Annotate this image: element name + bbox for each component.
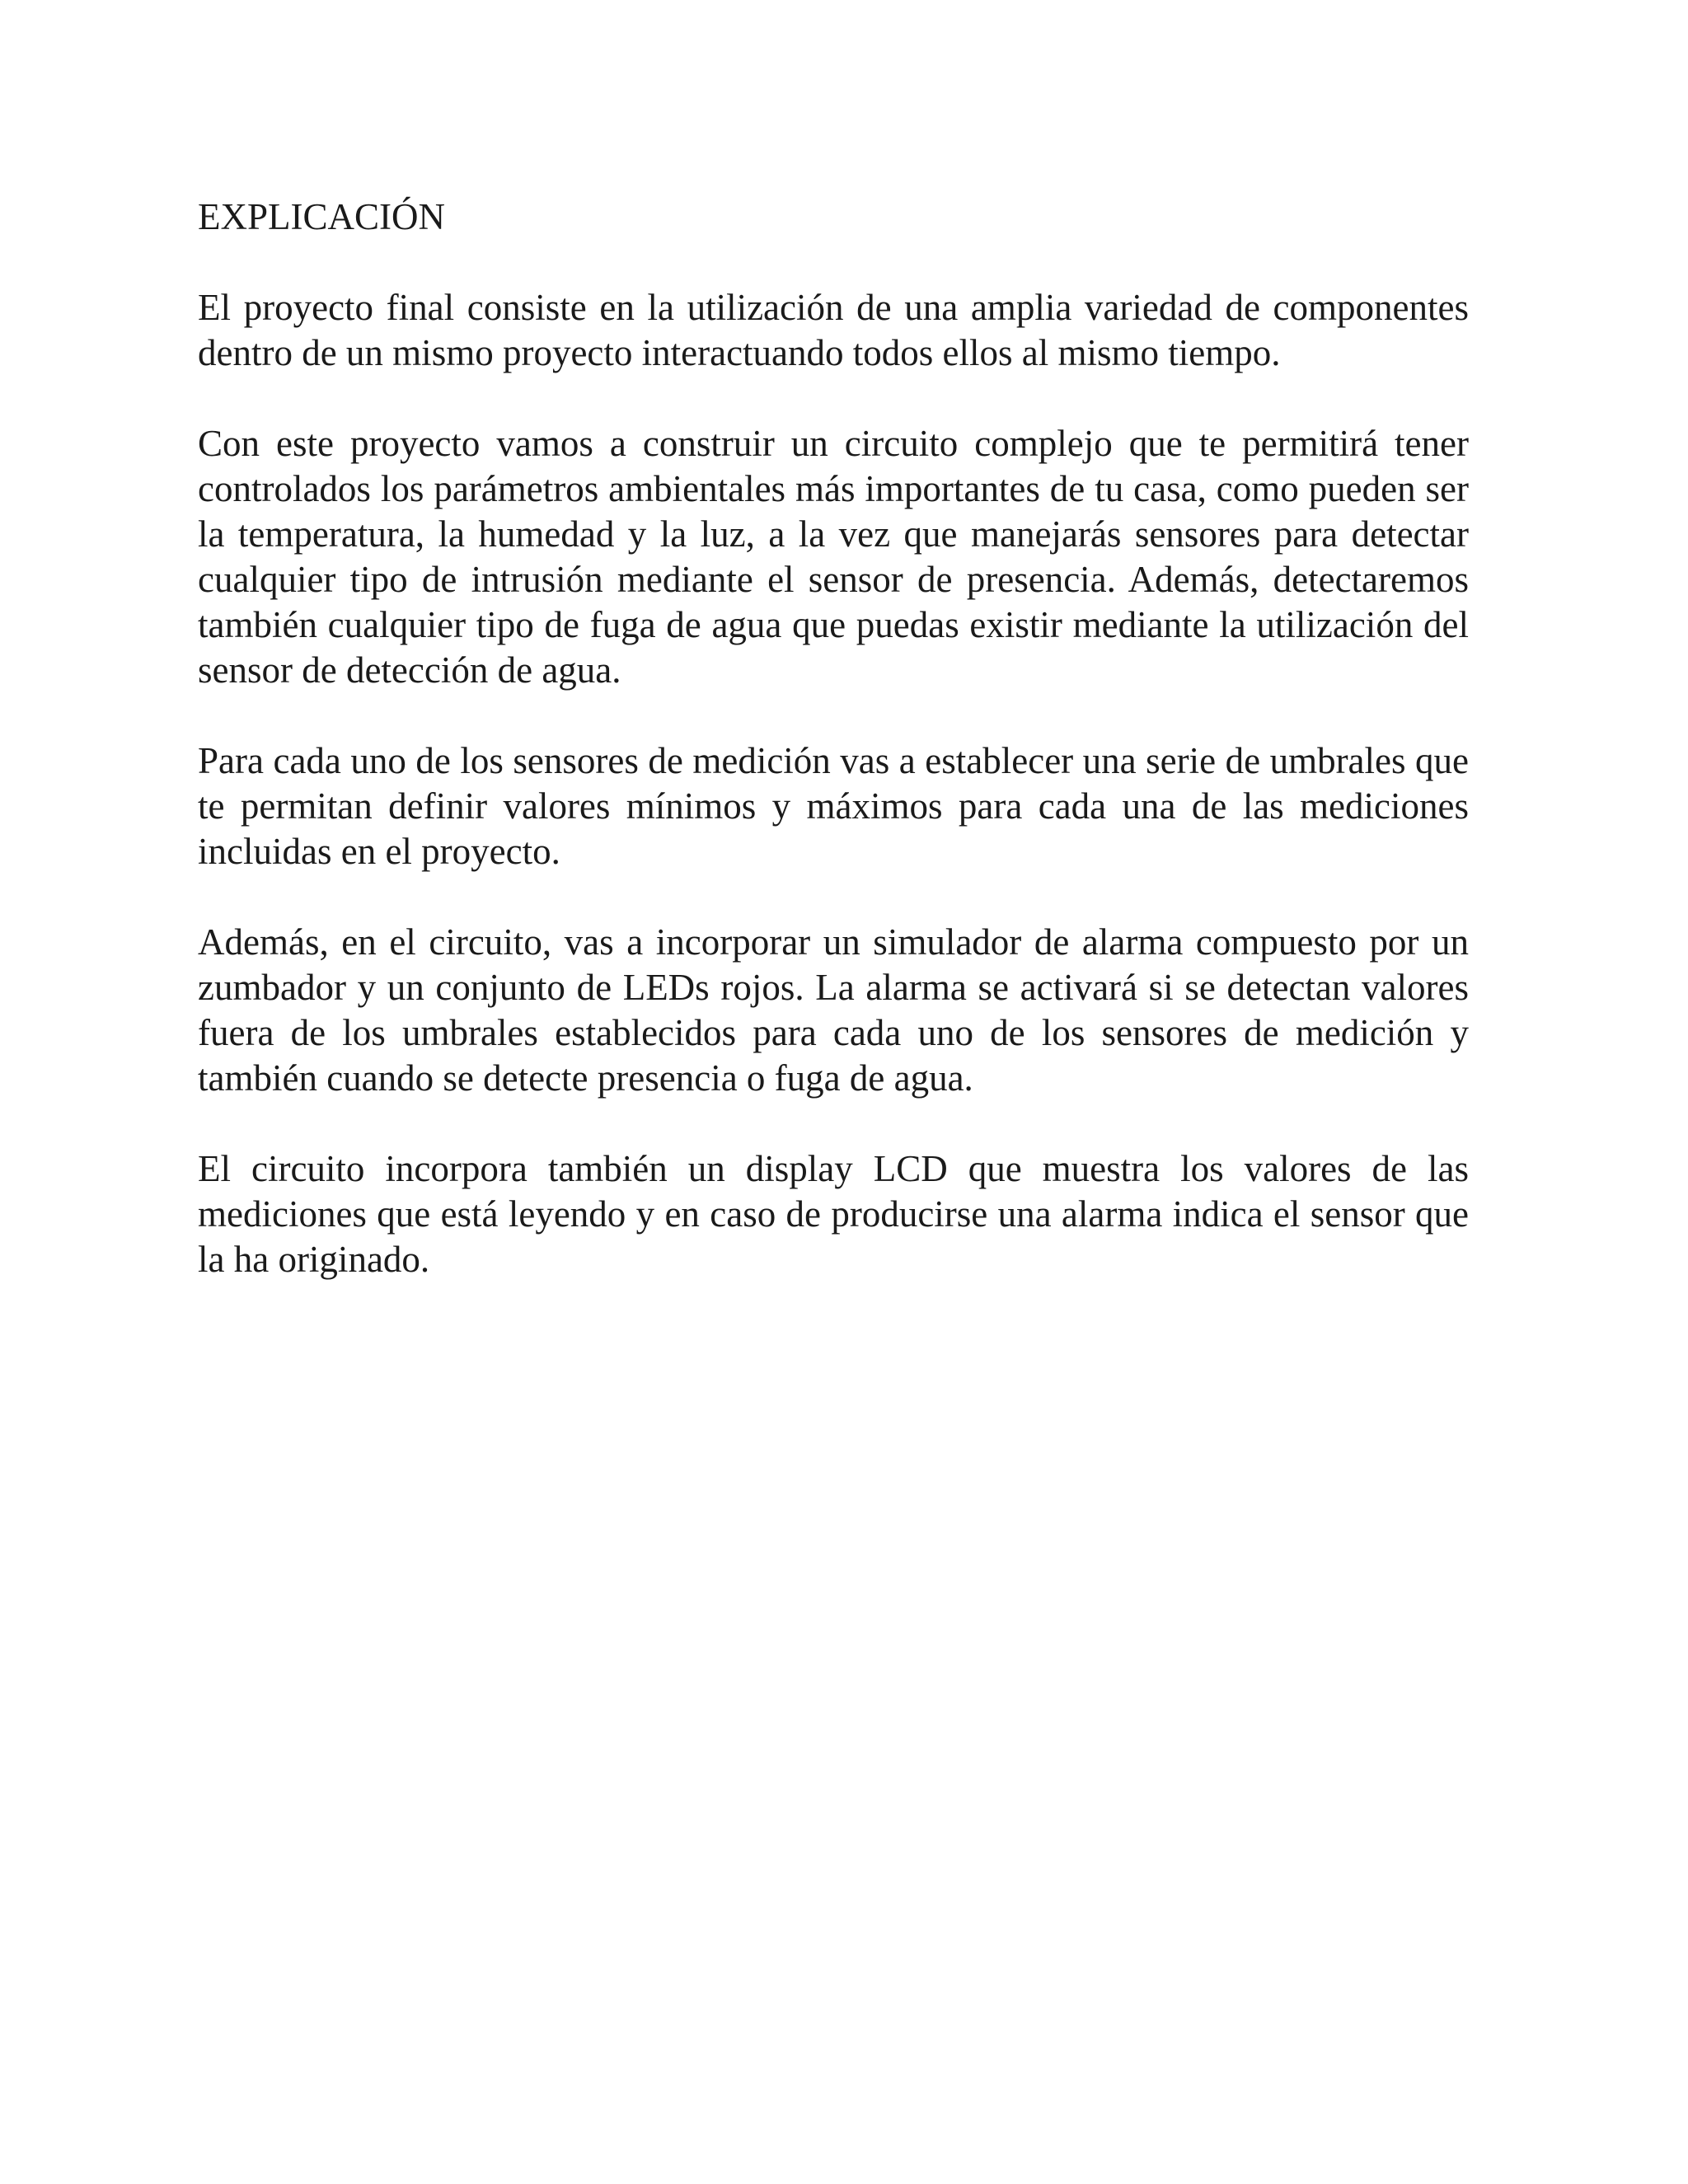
paragraph-5: El circuito incorpora también un display LCD que muestra los valores de las mediciones que está leyendo y en caso de producirse una alarma indica el sensor que la ha originado. [198, 1148, 1469, 1280]
document-body [198, 194, 1469, 1328]
paragraph-4: Además, en el circuito, vas a incorporar un simulador de alarma compuesto por un zumbador y un conjunto de LEDs rojos. La alarma se activará si se detectan valores fuera de los umbrales establecidos para cada uno de los sensores de medición y también cuando se detecte presencia o fuga de agua. [198, 921, 1469, 1099]
paragraph-3: Para cada uno de los sensores de medición vas a establecer una serie de umbrales que te permitan definir valores mínimos y máximos para cada una de las mediciones incluidas en el proyecto. [198, 740, 1469, 872]
paragraph-1: El proyecto final consiste en la utilización de una amplia variedad de componentes dentro de un mismo proyecto interactuando todos ellos al mismo tiempo. [198, 287, 1469, 373]
paragraph-2: Con este proyecto vamos a construir un circuito complejo que te permitirá tener controlados los parámetros ambientales más importantes de tu casa, como pueden ser la temperatura, la humedad y la luz, a la vez que manejarás sensores para detectar cualquier tipo de intrusión mediante el sensor de presencia. Además, detectaremos también cualquier tipo de fuga de agua que puedas existir mediante la utilización del sensor de detección de agua. [198, 423, 1469, 691]
document-title: EXPLICACIÓN [198, 196, 445, 237]
